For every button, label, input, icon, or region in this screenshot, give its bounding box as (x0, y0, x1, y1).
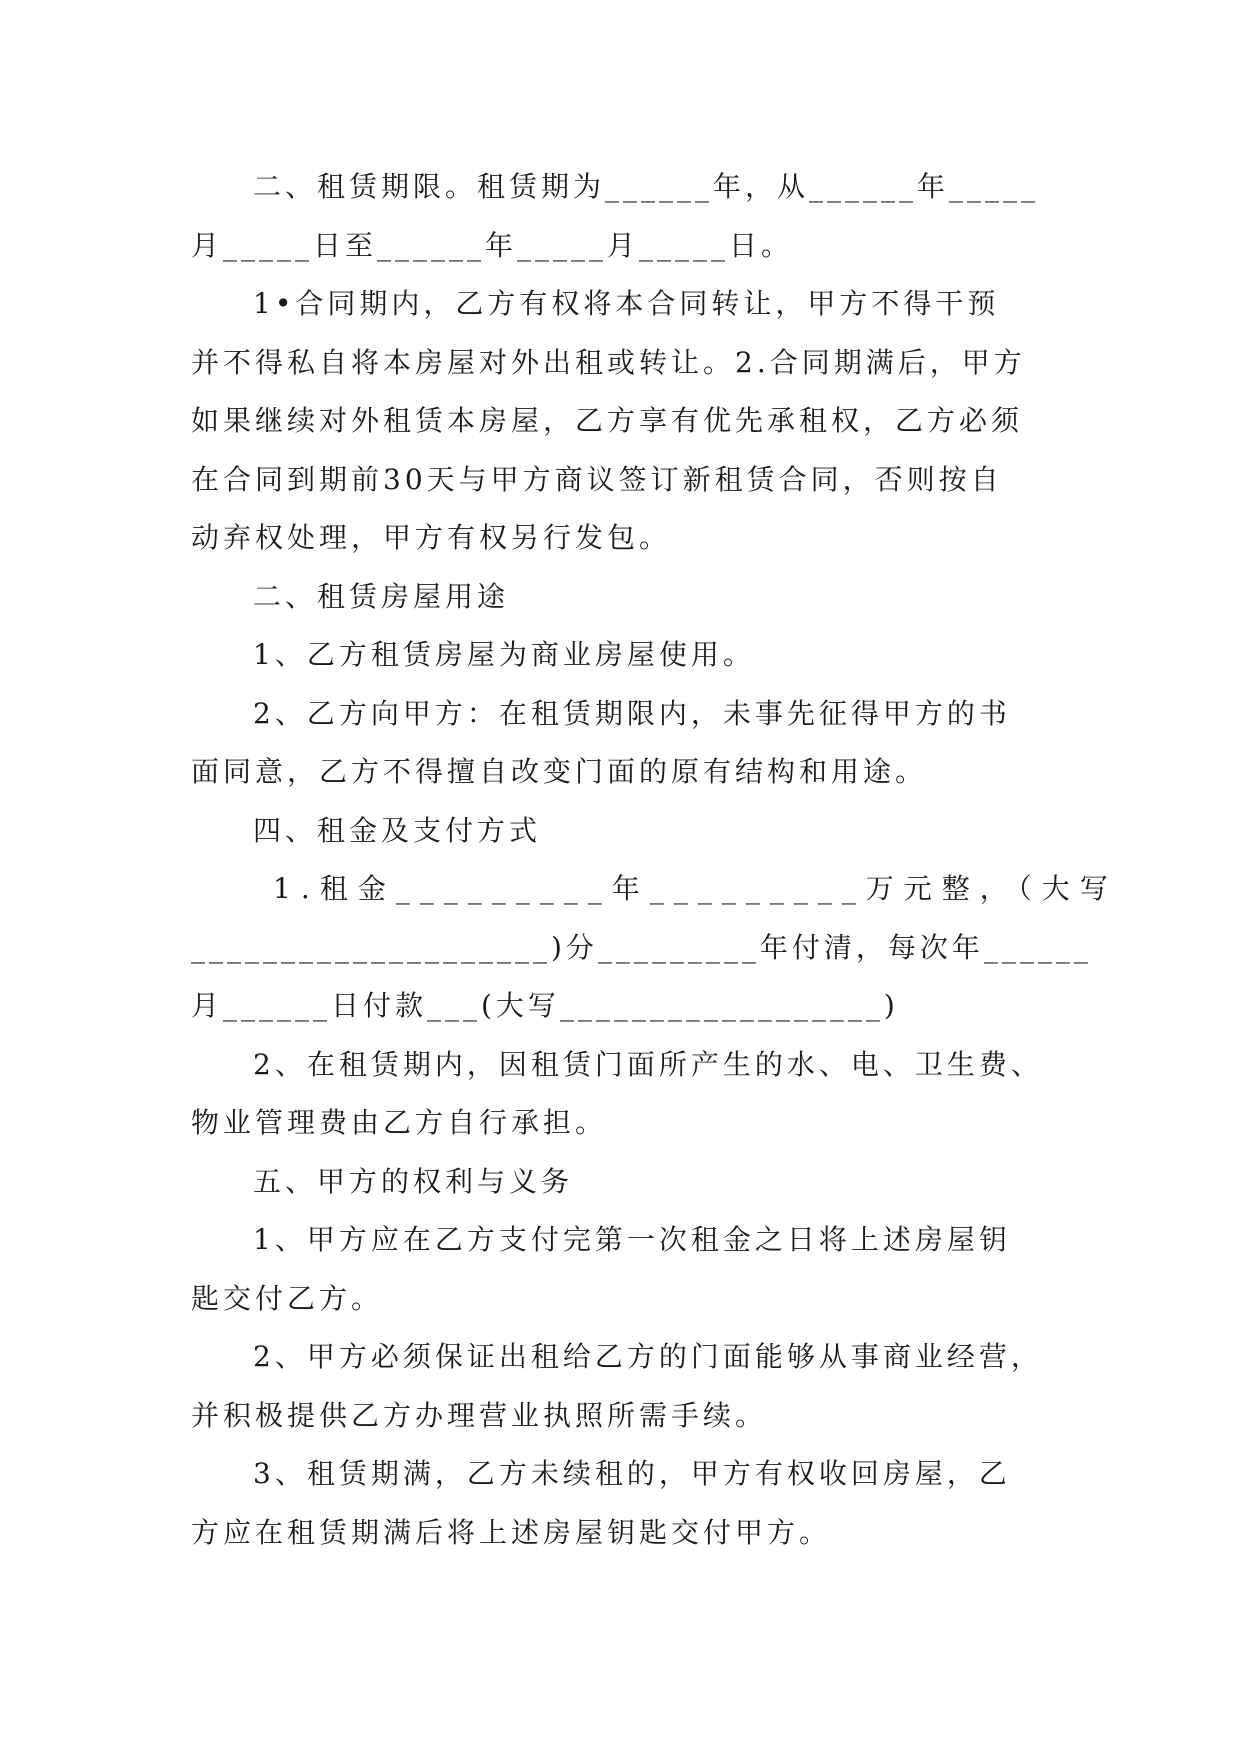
text-line: 四、租金及支付方式 (253, 813, 542, 847)
text-line: 方应在租赁期满后将上述房屋钥匙交付甲方。 (191, 1515, 832, 1549)
paragraph-lessor-3 (191, 1445, 1051, 1562)
paragraph-lease-term (191, 158, 1051, 275)
text-line: 月_____日至______年_____月_____日。 (191, 228, 794, 262)
text-line: 匙交付乙方。 (191, 1281, 384, 1315)
text-line: 1、乙方租赁房屋为商业房屋使用。 (253, 638, 755, 671)
text-line: 2、乙方向甲方：在租赁期限内，未事先征得甲方的书 (253, 696, 1011, 730)
paragraph-term-clause-1 (191, 275, 1051, 568)
paragraph-lessor-1 (191, 1211, 1051, 1328)
text-line: 物业管理费由乙方自行承担。 (191, 1106, 608, 1139)
text-line: 在合同到期前30天与甲方商议签订新租赁合同，否则按自 (191, 462, 1003, 496)
text-line: 1.租金_________年_________万元整，（大写 (273, 872, 1118, 905)
paragraph-rent-1 (191, 860, 1118, 1036)
document-body (191, 158, 1118, 1562)
text-line: 动弃权处理，甲方有权另行发包。 (191, 521, 672, 554)
text-line: 3、租赁期满，乙方未续租的，甲方有权收回房屋，乙 (253, 1457, 1011, 1490)
paragraph-usage-1 (191, 626, 1051, 685)
text-line: 如果继续对外租赁本房屋，乙方享有优先承租权，乙方必须 (191, 404, 1024, 437)
text-line: 1、甲方应在乙方支付完第一次租金之日将上述房屋钥 (253, 1223, 1011, 1256)
text-line: 1•合同期内，乙方有权将本合同转让，甲方不得干预 (253, 287, 1000, 320)
section-heading-lessor (191, 1153, 1051, 1212)
text-line: 面同意，乙方不得擅自改变门面的原有结构和用途。 (191, 755, 928, 788)
text-line: 并积极提供乙方办理营业执照所需手续。 (191, 1398, 768, 1432)
text-line: 2、在租赁期内，因租赁门面所产生的水、电、卫生费、 (253, 1047, 1043, 1081)
paragraph-rent-2 (191, 1036, 1051, 1153)
text-line: 五、甲方的权利与义务 (253, 1164, 574, 1198)
section-heading-usage (191, 568, 1051, 627)
text-line: 月______日付款___(大写__________________) (191, 989, 899, 1022)
text-line: 2、甲方必须保证出租给乙方的门面能够从事商业经营， (253, 1340, 1043, 1373)
text-line: 并不得私自将本房屋对外出租或转让。2.合同期满后，甲方 (191, 345, 1026, 379)
paragraph-usage-2 (191, 685, 1051, 802)
text-line: ____________________)分_________年付清，每次年______ (191, 930, 1092, 964)
text-line: 二、租赁房屋用途 (253, 579, 510, 613)
text-line: 二、租赁期限。租赁期为______年，从______年_____ (253, 170, 1040, 203)
section-heading-rent (191, 802, 1051, 861)
paragraph-lessor-2 (191, 1328, 1051, 1445)
